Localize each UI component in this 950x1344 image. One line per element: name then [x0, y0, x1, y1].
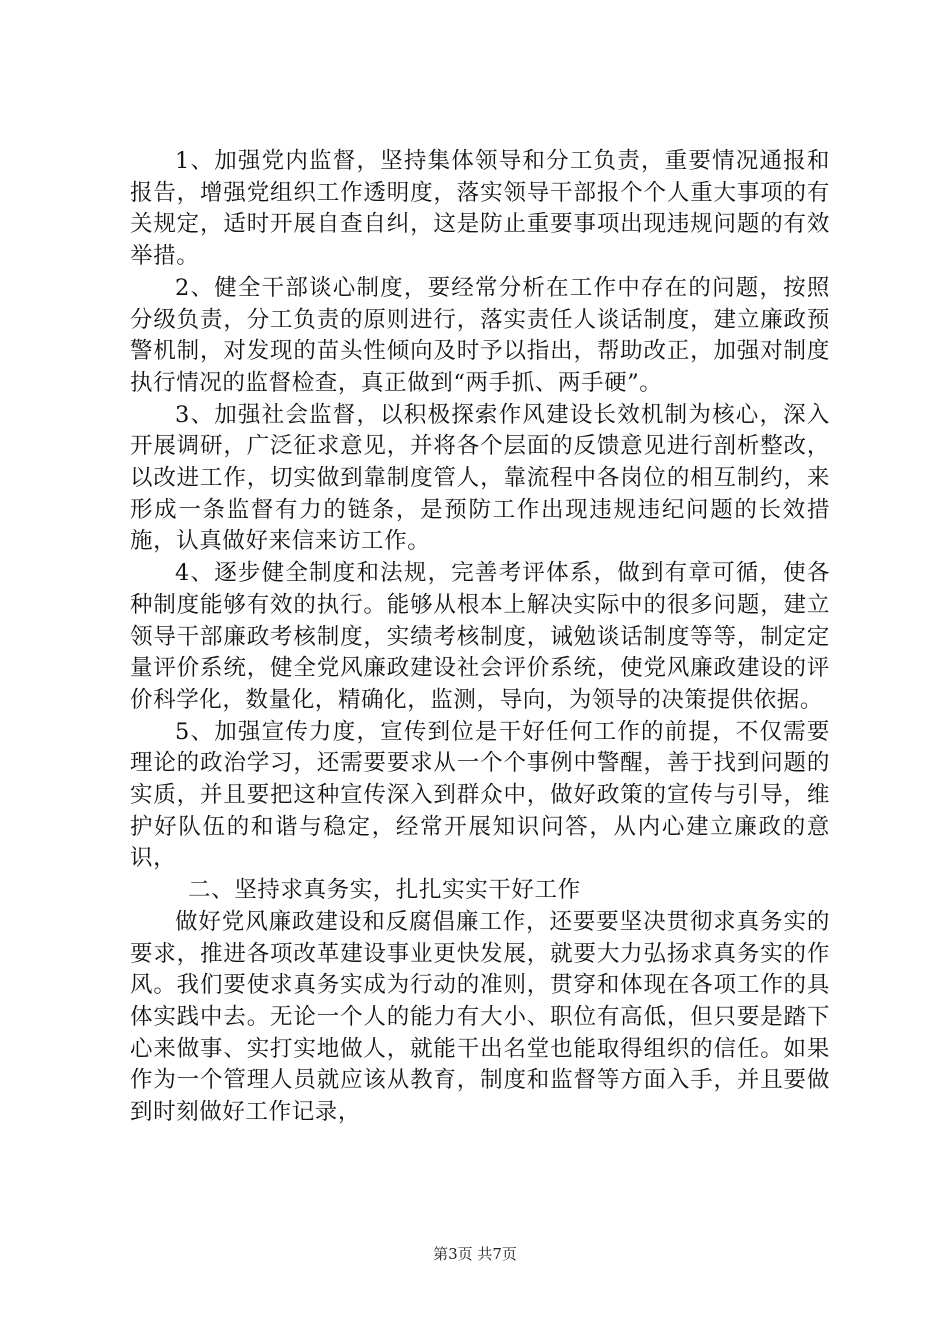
paragraph-5: 5、加强宣传力度，宣传到位是干好任何工作的前提，不仅需要理论的政治学习，还需要要求从一个个事例中警醒，善于找到问题的实质，并且要把这种宣传深入到群众中，做好政策的宣传与引导，维护好队伍的和谐与稳定，经常开展知识问答，从内心建立廉政的意识， — [130, 718, 830, 872]
section-heading: 二、坚持求真务实，扎扎实实干好工作 — [188, 877, 581, 904]
paragraph-3: 3、加强社会监督，以积极探索作风建设长效机制为核心，深入开展调研，广泛征求意见，并将各个层面的反馈意见进行剖析整改，以改进工作，切实做到靠制度管人，靠流程中各岗位的相互制约，来形成一条监督有力的链条，是预防工作出现违规违纪问题的长效措施，认真做好来信来访工作。 — [130, 401, 830, 555]
paragraph-2: 2、健全干部谈心制度，要经常分析在工作中存在的问题，按照分级负责，分工负责的原则进行，落实责任人谈话制度，建立廉政预警机制，对发现的苗头性倾向及时予以指出，帮助改正，加强对制度执行情况的监督检查，真正做到“两手抓、两手硬”。 — [130, 274, 830, 396]
paragraph-6: 做好党风廉政建设和反腐倡廉工作，还要要坚决贯彻求真务实的要求，推进各项改革建设事业更快发展，就要大力弘扬求真务实的作风。我们要使求真务实成为行动的准则，贯穿和体现在各项工作的具体实践中去。无论一个人的能力有大小、职位有高低，但只要是踏下心来做事、实打实地做人，就能干出名堂也能取得组织的信任。如果作为一个管理人员就应该从教育，制度和监督等方面入手，并且要做到时刻做好工作记录， — [130, 908, 830, 1126]
document-body — [130, 146, 830, 1129]
paragraph-4: 4、逐步健全制度和法规，完善考评体系，做到有章可循，使各种制度能够有效的执行。能够从根本上解决实际中的很多问题，建立领导干部廉政考核制度，实绩考核制度，诫勉谈话制度等等，制定定量评价系统，健全党风廉政建设社会评价系统，使党风廉政建设的评价科学化，数量化，精确化，监测，导向，为领导的决策提供依据。 — [130, 560, 830, 713]
paragraph-1: 1、加强党内监督，坚持集体领导和分工负责，重要情况通报和报告，增强党组织工作透明度，落实领导干部报个个人重大事项的有关规定，适时开展自查自纠，这是防止重要事项出现违规问题的有效举措。 — [130, 148, 830, 270]
page-footer: 第3页 共7页 — [433, 1245, 517, 1263]
